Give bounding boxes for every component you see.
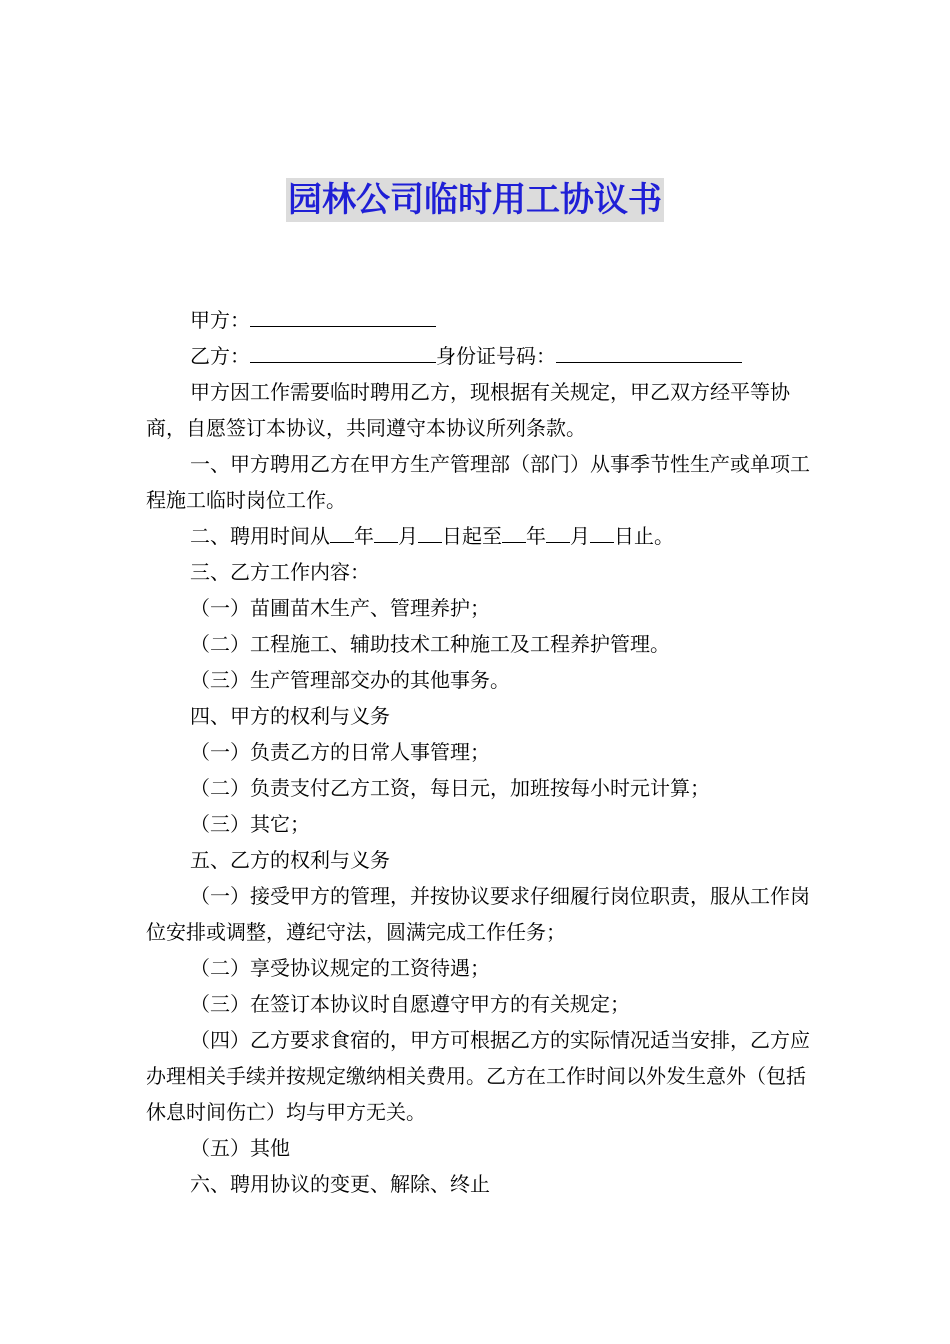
section-4-item-1: （一）负责乙方的日常人事管理； (190, 740, 490, 764)
section-4-item-2: （二）负责支付乙方工资，每日元，加班按每小时元计算； (190, 776, 710, 800)
party-b-label: 乙方： (190, 344, 250, 368)
intro-paragraph (146, 374, 812, 446)
section-5-item-4-line-1: （四）乙方要求食宿的，甲方可根据乙方的实际情况适当安排， (190, 1028, 750, 1052)
section-5-item-5: （五）其他 (190, 1136, 290, 1160)
start-day-text: 日起至 (442, 524, 502, 548)
section-4-heading: 四、甲方的权利与义务 (190, 704, 390, 728)
section-5-item-1-line-1: （一）接受甲方的管理，并按协议要求仔细履行岗位职责，服 (190, 884, 730, 908)
section-5-item-1 (146, 878, 812, 950)
section-1-line-2: 或单项工程施工临时岗位工作。 (146, 452, 810, 512)
section-3-heading: 三、乙方工作内容： (190, 560, 370, 584)
end-year-text: 年 (526, 524, 546, 548)
section-3-item-1: （一）苗圃苗木生产、管理养护； (190, 596, 490, 620)
start-month-blank (374, 518, 398, 543)
section-3-item-2: （二）工程施工、辅助技术工种施工及工程养护管理。 (190, 632, 670, 656)
section-5-item-4-line-3: 发生意外（包括休息时间伤亡）均与甲方无关。 (146, 1064, 806, 1124)
start-year-blank (330, 518, 354, 543)
section-5-item-4 (146, 1022, 812, 1130)
end-year-blank (502, 518, 526, 543)
party-a-line (146, 302, 812, 338)
party-b-line (146, 338, 812, 374)
intro-line-1: 甲方因工作需要临时聘用乙方，现根据有关规定，甲乙双方经 (190, 380, 730, 404)
party-a-blank (250, 302, 436, 327)
party-a-label: 甲方： (190, 308, 250, 332)
section-4-item-3: （三）其它； (190, 812, 310, 836)
document-title: 园林公司临时用工协议书 (288, 180, 662, 220)
end-day-text: 日止。 (614, 524, 674, 548)
end-month-text: 月 (570, 524, 590, 548)
document-body (146, 302, 812, 1202)
end-month-blank (546, 518, 570, 543)
start-year-text: 年 (354, 524, 374, 548)
title-container (0, 178, 950, 222)
end-day-blank (590, 518, 614, 543)
section-5-item-1-line-2: 从工作岗位安排或调整，遵纪守法，圆满完成工作任务； (146, 884, 810, 944)
id-number-blank (556, 338, 742, 363)
section-1-paragraph (146, 446, 812, 518)
section-1-line-1: 一、甲方聘用乙方在甲方生产管理部（部门）从事季节性生产 (190, 452, 730, 476)
section-5-item-3: （三）在签订本协议时自愿遵守甲方的有关规定； (190, 992, 630, 1016)
section-3-item-3: （三）生产管理部交办的其他事务。 (190, 668, 510, 692)
section-6-heading: 六、聘用协议的变更、解除、终止 (190, 1172, 490, 1196)
intro-line-2: 平等协商，自愿签订本协议，共同遵守本协议所列条款。 (146, 380, 790, 440)
start-day-blank (418, 518, 442, 543)
section-5-item-4-line-2: 乙方应办理相关手续并按规定缴纳相关费用。乙方在工作时间以外 (146, 1028, 810, 1088)
start-month-text: 月 (398, 524, 418, 548)
section-5-item-2: （二）享受协议规定的工资待遇； (190, 956, 490, 980)
section-5-heading: 五、乙方的权利与义务 (190, 848, 390, 872)
id-number-label: 身份证号码： (436, 344, 556, 368)
section-2-prefix: 二、聘用时间从 (190, 524, 330, 548)
party-b-blank (250, 338, 436, 363)
section-2-paragraph (146, 518, 812, 554)
